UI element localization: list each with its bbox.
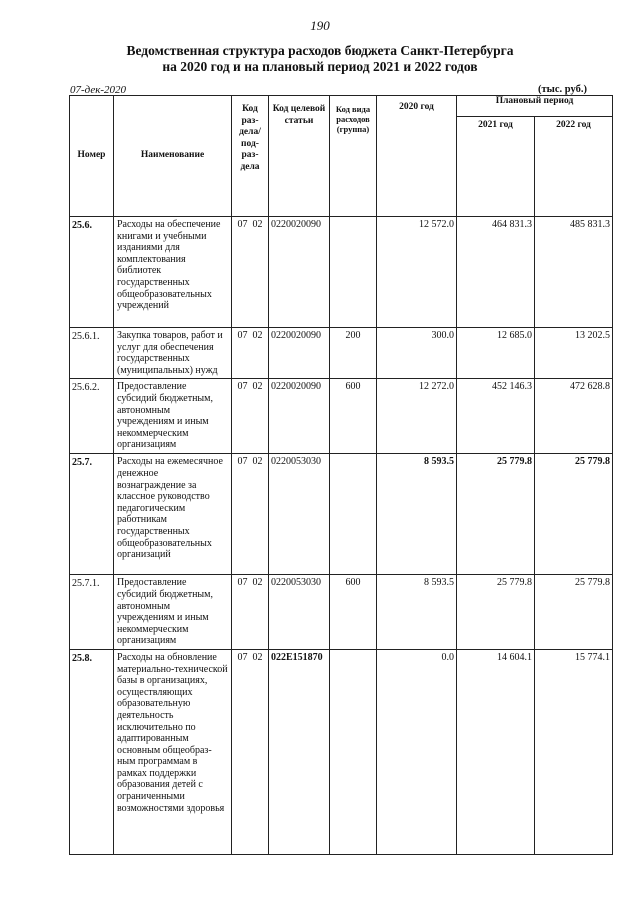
table-row — [70, 379, 613, 454]
row-2022: 13 202.5 — [535, 328, 613, 379]
row-target: 0220020090 — [269, 217, 330, 328]
razdel-code: 07 — [237, 651, 248, 663]
row-2020: 300.0 — [377, 328, 457, 379]
header-expense-type: Код вида расходов (группа) — [330, 96, 377, 217]
row-2020: 8 593.5 — [377, 575, 457, 650]
row-2022: 472 628.8 — [535, 379, 613, 454]
row-number: 25.7. — [70, 454, 114, 575]
table-row — [70, 575, 613, 650]
row-2020: 0.0 — [377, 649, 457, 854]
title-line-1: Ведомственная структура расходов бюджета Санкт-Петербурга — [126, 43, 514, 58]
row-2022: 25 779.8 — [535, 454, 613, 575]
row-expense-type — [330, 454, 377, 575]
row-2022: 485 831.3 — [535, 217, 613, 328]
header-name: Наименование — [114, 96, 232, 217]
row-expense-type — [330, 217, 377, 328]
row-2021: 452 146.3 — [457, 379, 535, 454]
header-number: Номер — [70, 96, 114, 217]
razdel-code: 07 — [237, 219, 248, 230]
row-razdel — [232, 649, 269, 854]
row-target: 0220020090 — [269, 328, 330, 379]
row-number: 25.6.1. — [70, 328, 114, 379]
table-row — [70, 328, 613, 379]
row-number: 25.6. — [70, 217, 114, 328]
header-year-2020: 2020 год — [377, 96, 457, 217]
razdel-code: 07 — [237, 381, 248, 393]
table-row — [70, 649, 613, 854]
row-name: Расходы на обеспечение книгами и учебными изданиями для комплектования библиотек государственных общеобразовательных учреждений — [114, 217, 232, 328]
row-razdel — [232, 217, 269, 328]
row-target: 0220053030 — [269, 454, 330, 575]
row-name: Расходы на ежемесячное денежное вознаграждение за классное руководство педагогическим работникам государственных общеобразовательных организаций — [114, 454, 232, 575]
row-name: Предоставление субсидий бюджетным, автономным учреждениям и иным некоммерческим организациям — [114, 379, 232, 454]
row-razdel — [232, 328, 269, 379]
row-target: 0220020090 — [269, 379, 330, 454]
row-number: 25.8. — [70, 649, 114, 854]
row-name: Расходы на обновление материально-технической базы в организациях, осуществляющих образовательную деятельность исключительно по адаптированным основным общеобраз-ным программам в рамках поддержки образования детей с ограниченными возможностями здоровья — [114, 649, 232, 854]
header-year-2022: 2022 год — [535, 117, 613, 217]
header-razdel: Код раз-дела/ под-раз-дела — [232, 96, 269, 217]
row-name: Предоставление субсидий бюджетным, автономным учреждениям и иным некоммерческим организациям — [114, 575, 232, 650]
row-expense-type — [330, 649, 377, 854]
table-row — [70, 217, 613, 328]
row-2020: 12 272.0 — [377, 379, 457, 454]
row-2022: 15 774.1 — [535, 649, 613, 854]
document-date: 07-дек-2020 — [70, 84, 127, 96]
row-razdel — [232, 454, 269, 575]
row-2020: 12 572.0 — [377, 217, 457, 328]
row-razdel — [232, 379, 269, 454]
row-2021: 464 831.3 — [457, 217, 535, 328]
razdel-code: 07 — [237, 456, 248, 468]
podrazdel-code: 02 — [252, 330, 263, 341]
podrazdel-code: 02 — [252, 577, 263, 589]
podrazdel-code: 02 — [252, 381, 263, 393]
row-expense-type: 600 — [330, 379, 377, 454]
row-target: 0220053030 — [269, 575, 330, 650]
row-expense-type: 600 — [330, 575, 377, 650]
document-title — [0, 43, 640, 75]
podrazdel-code: 02 — [252, 651, 263, 663]
row-2021: 25 779.8 — [457, 575, 535, 650]
header-plan-period: Плановый период — [457, 96, 613, 117]
header-year-2021: 2021 год — [457, 117, 535, 217]
budget-table — [69, 95, 613, 855]
razdel-code: 07 — [237, 577, 248, 589]
row-2021: 25 779.8 — [457, 454, 535, 575]
row-2022: 25 779.8 — [535, 575, 613, 650]
row-target: 022E151870 — [269, 649, 330, 854]
title-line-2: на 2020 год и на плановый период 2021 и 2022 годов — [162, 59, 478, 74]
podrazdel-code: 02 — [252, 219, 263, 230]
podrazdel-code: 02 — [252, 456, 263, 468]
row-2021: 12 685.0 — [457, 328, 535, 379]
row-2020: 8 593.5 — [377, 454, 457, 575]
row-2021: 14 604.1 — [457, 649, 535, 854]
row-name: Закупка товаров, работ и услуг для обеспечения государственных (муниципальных) нужд — [114, 328, 232, 379]
header-target: Код целевой статьи — [269, 96, 330, 217]
row-razdel — [232, 575, 269, 650]
razdel-code: 07 — [237, 330, 248, 341]
row-expense-type: 200 — [330, 328, 377, 379]
page-number: 190 — [310, 18, 330, 33]
row-number: 25.6.2. — [70, 379, 114, 454]
table-row — [70, 454, 613, 575]
units-label: (тыс. руб.) — [538, 84, 587, 95]
row-number: 25.7.1. — [70, 575, 114, 650]
